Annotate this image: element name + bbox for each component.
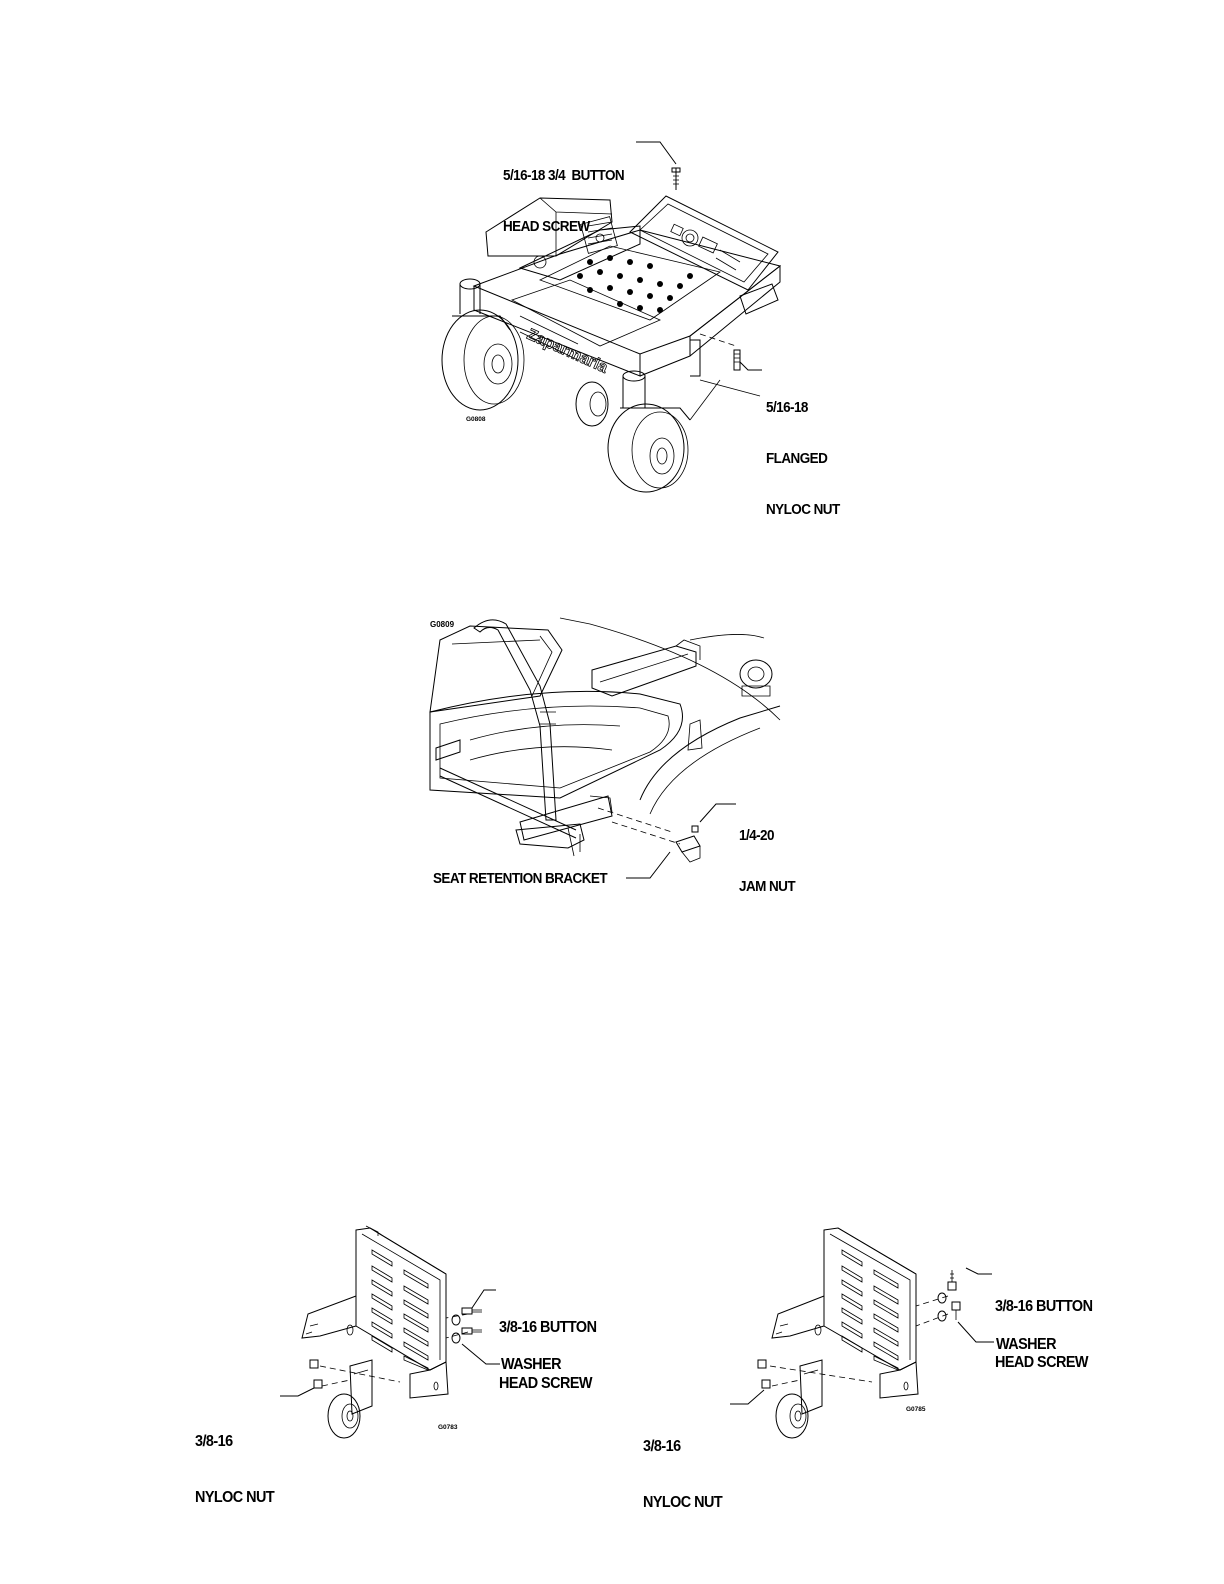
callout-line: 3/8-16 BUTTON (995, 1298, 1093, 1315)
figure-code: G0809 (430, 620, 455, 629)
callout-nyloc-nut (643, 1401, 722, 1549)
callout-jam-nut (739, 794, 795, 930)
callout-line: NYLOC NUT (766, 502, 840, 518)
seat-illustration (0, 600, 1224, 900)
callout-button-head-screw (995, 1261, 1092, 1409)
callout-line: FLANGED (766, 451, 828, 467)
callout-line: 3/8-16 (195, 1433, 233, 1450)
callout-line: 5/16-18 3/4 BUTTON (503, 168, 625, 184)
svg-text:Zaparmarla: Zaparmarla (524, 326, 611, 377)
callout-line: 3/8-16 (643, 1438, 681, 1455)
callout-line: NYLOC NUT (195, 1488, 275, 1506)
callout-flanged-nyloc-nut (766, 366, 840, 553)
callout-button-head-screw (503, 134, 624, 270)
callout-line: 5/16-18 (766, 400, 808, 416)
figure-code: G0783 (438, 1424, 458, 1431)
callout-line: HEAD SCREW (503, 219, 590, 235)
callout-washer: WASHER (996, 1336, 1056, 1353)
figure-code: G0785 (906, 1406, 926, 1413)
callout-line: HEAD SCREW (499, 1374, 592, 1392)
figure-footplate-right (612, 1210, 1224, 1511)
figure-code: G0808 (466, 416, 486, 423)
figure-frame-assembly (0, 0, 1224, 520)
callout-line: 1/4-20 (739, 828, 774, 844)
callout-seat-retention-bracket: SEAT RETENTION BRACKET (433, 871, 608, 887)
callout-line: NYLOC NUT (643, 1493, 723, 1511)
figure-seat-retention (0, 600, 1224, 900)
callout-line: 3/8-16 BUTTON (499, 1319, 597, 1336)
callout-nyloc-nut (195, 1396, 274, 1544)
callout-line: JAM NUT (739, 879, 796, 895)
callout-washer: WASHER (501, 1356, 561, 1373)
callout-line: HEAD SCREW (995, 1353, 1088, 1371)
figure-footplate-left (0, 1210, 612, 1506)
